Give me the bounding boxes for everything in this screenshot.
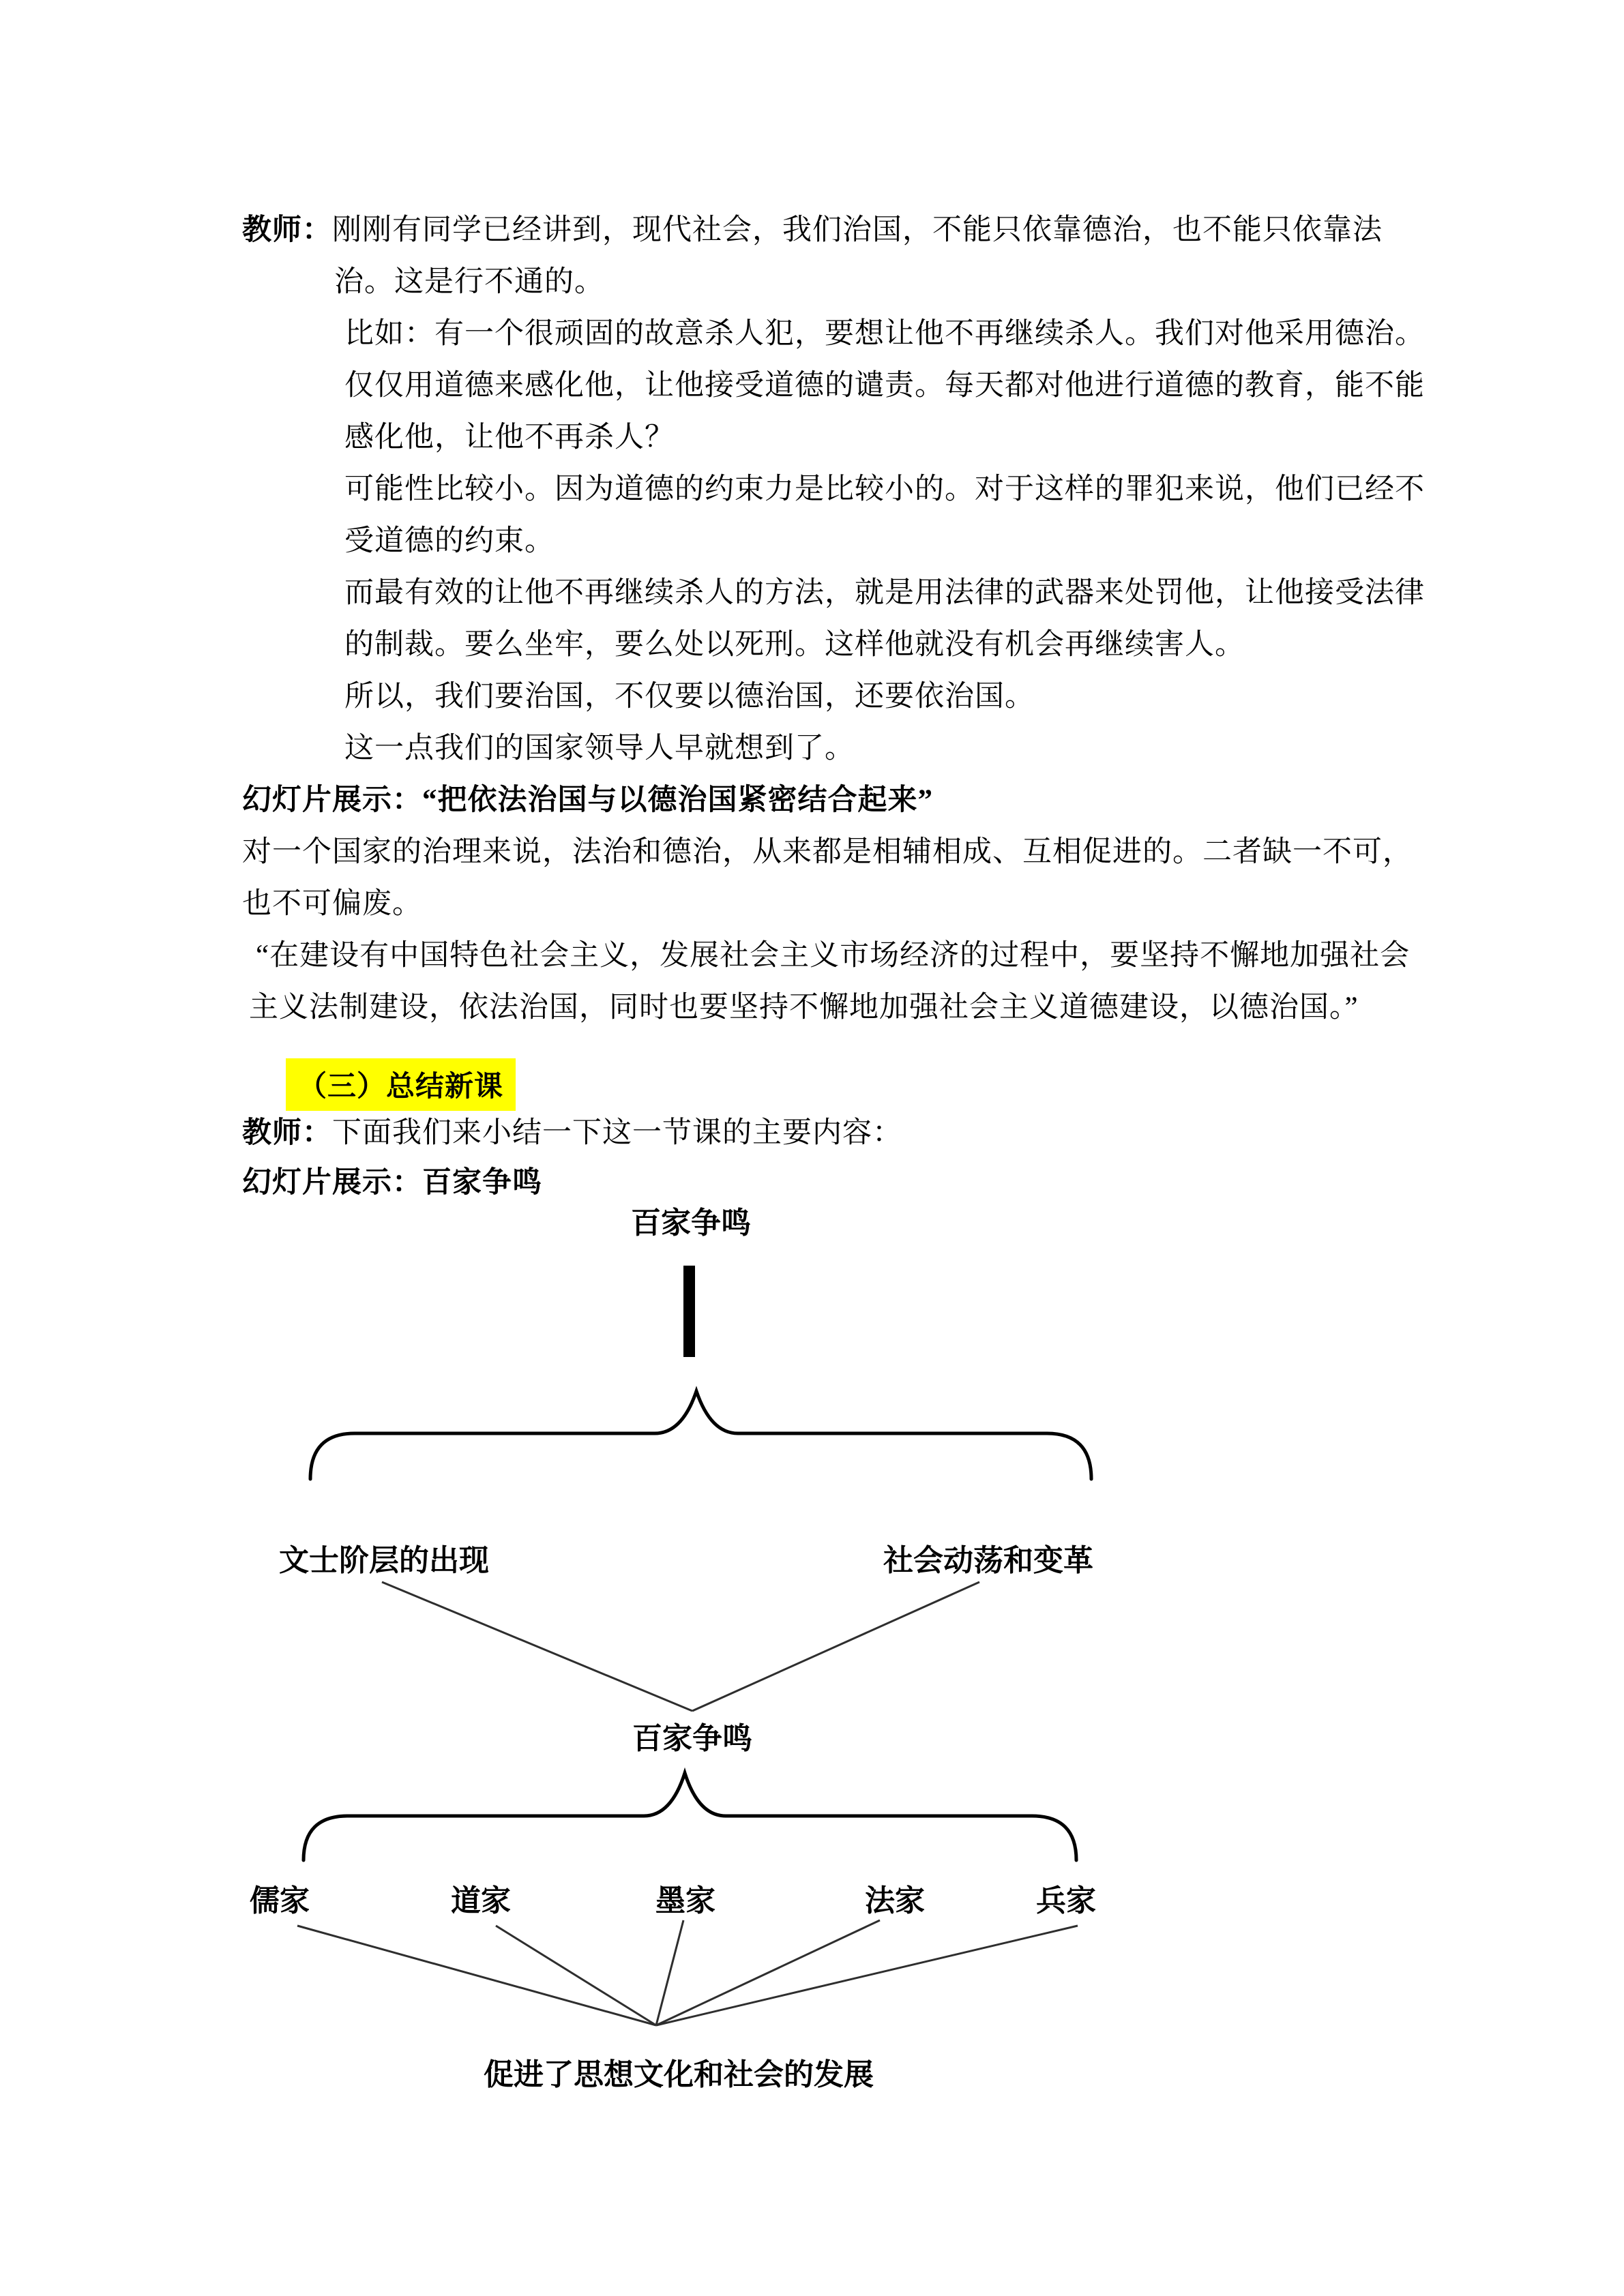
line-text: 也不可偏废。 xyxy=(242,888,422,920)
school-line-legalist xyxy=(656,1920,880,2025)
bottom-curly-brace xyxy=(304,1773,1076,1860)
line-text: 这一点我们的国家领导人早就想到了。 xyxy=(344,732,855,764)
cause-left-label: 文士阶层的出现 xyxy=(279,1544,489,1577)
cause-right-label: 社会动荡和变革 xyxy=(883,1544,1093,1577)
line-text: 而最有效的让他不再继续杀人的方法，就是用法律的武器来处罚他，让他接受法律 xyxy=(344,577,1425,609)
section-heading-text: （三）总结新课 xyxy=(298,1071,504,1103)
school-label-mohist: 墨家 xyxy=(655,1884,715,1918)
school-line-confucian xyxy=(297,1926,656,2025)
line-text: 仅仅用道德来感化他，让他接受道德的谴责。每天都对他进行道德的教育，能不能 xyxy=(344,370,1425,402)
line-text: 感化他，让他不再杀人？ xyxy=(344,421,675,453)
line-text: 比如：有一个很顽固的故意杀人犯，要想让他不再继续杀人。我们对他采用德治。 xyxy=(344,318,1425,350)
top-curly-brace xyxy=(310,1391,1091,1479)
diagram-title: 百家争鸣 xyxy=(631,1206,751,1240)
school-line-daoist xyxy=(496,1926,656,2025)
school-label-confucian: 儒家 xyxy=(250,1884,310,1918)
line-text: 所以，我们要治国，不仅要以德治国，还要依治国。 xyxy=(344,681,1035,713)
line-text: 受道德的约束。 xyxy=(344,525,555,557)
line-text: 幻灯片展示：百家争鸣 xyxy=(242,1167,542,1199)
teacher-label: 教师： xyxy=(242,214,332,246)
line-text: 刚刚有同学已经讲到，现代社会，我们治国，不能只依靠德治，也不能只依靠法 xyxy=(332,214,1383,246)
school-label-legalist: 法家 xyxy=(865,1884,925,1918)
cause-right-line xyxy=(692,1582,979,1711)
vertical-connector-bar xyxy=(683,1266,695,1357)
school-line-mohist xyxy=(656,1920,683,2025)
teacher-label: 教师： xyxy=(242,1117,332,1149)
line-text: 的制裁。要么坐牢，要么处以死刑。这样他就没有机会再继续害人。 xyxy=(344,629,1245,661)
school-label-military: 兵家 xyxy=(1036,1884,1096,1918)
result-label: 促进了思想文化和社会的发展 xyxy=(484,2058,874,2091)
school-line-military xyxy=(656,1926,1078,2025)
line-text: 可能性比较小。因为道德的约束力是比较小的。对于这样的罪犯来说，他们已经不 xyxy=(344,473,1425,505)
line-text: 下面我们来小结一下这一节课的主要内容： xyxy=(332,1117,902,1149)
line-text: 主义法制建设，依法治国，同时也要坚持不懈地加强社会主义道德建设，以德治国。” xyxy=(249,992,1359,1024)
center-node-label: 百家争鸣 xyxy=(632,1722,752,1755)
line-text: 治。这是行不通的。 xyxy=(334,266,604,298)
cause-left-line xyxy=(382,1582,692,1711)
line-text: 幻灯片展示：“把依法治国与以德治国紧密结合起来” xyxy=(242,784,933,816)
line-text: “在建设有中国特色社会主义，发展社会主义市场经济的过程中，要坚持不懈地加强社会 xyxy=(256,940,1411,972)
line-text: 对一个国家的治理来说，法治和德治，从来都是相辅相成、互相促进的。二者缺一不可， xyxy=(242,836,1413,868)
school-label-daoist: 道家 xyxy=(451,1884,511,1918)
